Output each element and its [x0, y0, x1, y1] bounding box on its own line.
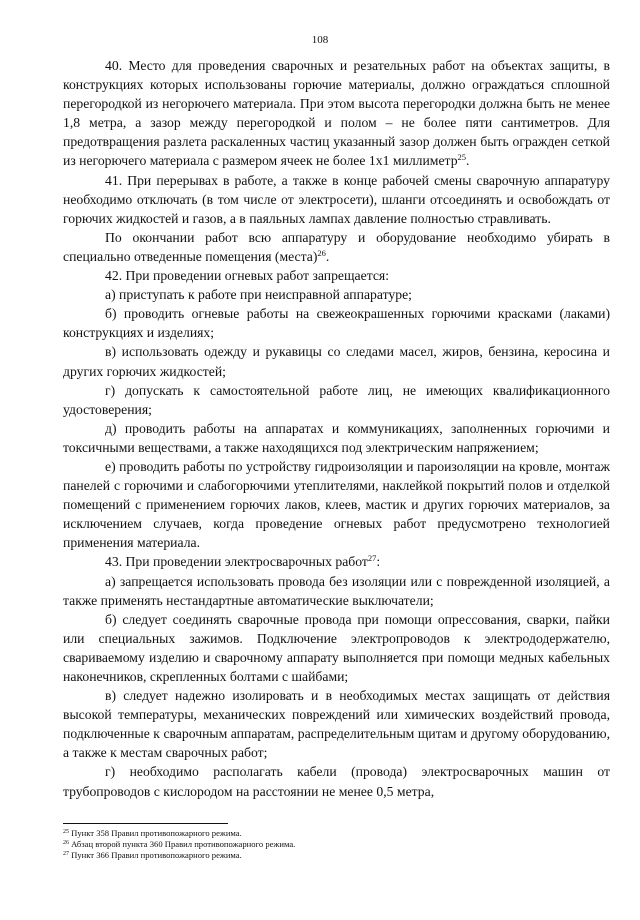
list-item-42e: е) проводить работы по устройству гидроизоляции и пароизоляции на кровле, монтаж панелей с горючими и слабогорючими утеплителями, наклейкой покрытий полов и отделкой помещений с применением горючих лаков, клеев, мастик и других горючих материалов, за исключением случаев, когда проведение огневых работ предусмотрено технологией применения материала.	[63, 458, 610, 551]
paragraph-text: 43. При проведении электросварочных работ	[105, 554, 368, 570]
paragraph-tail: .	[466, 153, 470, 169]
paragraph-41-cont	[63, 228, 610, 266]
footnote-text: Пункт 358 Правил противопожарного режима.	[69, 828, 242, 838]
footnote-item	[63, 839, 610, 850]
list-item-42v: в) использовать одежду и рукавицы со следами масел, жиров, бензина, керосина и других горючих жидкостей;	[63, 344, 610, 379]
footnotes	[63, 828, 610, 861]
list-item-42g: г) допускать к самостоятельной работе лиц, не имеющих квалификационного удостоверения;	[63, 382, 610, 417]
list-item-43b: б) следует соединять сварочные провода при помощи опрессования, сварки, пайки или специальных зажимов. Подключение электропроводов к электрододержателю, свариваемому изделию и сварочному аппарату выполняется при помощи медных кабельных наконечников, скрепленных болтами с шайбами;	[63, 611, 610, 684]
footnote-text: Абзац второй пункта 360 Правил противопожарного режима.	[69, 839, 296, 849]
paragraph-text: 40. Место для проведения сварочных и резательных работ на объектах защиты, в конструкциях которых использованы горючие материалы, должно ограждаться сплошной перегородкой из негорючего материала. При этом высота перегородки должна быть не менее 1,8 метра, а зазор между перегородкой и полом – не более пяти сантиметров. Для предотвращения разлета раскаленных частиц указанный зазор должен быть огражден сеткой из негорючего материала с размером ячеек не более 1x1 миллиметр	[63, 58, 610, 169]
footnote-number: 25	[63, 829, 69, 835]
paragraph-41: 41. При перерывах в работе, а также в конце рабочей смены сварочную аппаратуру необходимо отключать (в том числе от электросети), шланги отсоединять и освобождать от горючих жидкостей и газов, а в паяльных лампах давление полностью стравливать.	[63, 172, 610, 226]
paragraph-tail: :	[376, 554, 381, 570]
footnote-divider	[63, 823, 228, 824]
paragraph-43	[63, 552, 610, 571]
paragraph-42: 42. При проведении огневых работ запрещается:	[105, 268, 390, 284]
footnote-ref[interactable]: 27	[367, 553, 377, 564]
list-item-43g: г) необходимо располагать кабели (провода) электросварочных машин от трубопроводов с кислородом на расстоянии не менее 0,5 метра,	[63, 764, 610, 799]
footnote-text: Пункт 366 Правил противопожарного режима.	[69, 850, 242, 860]
page-body	[63, 56, 610, 801]
list-item-43a: а) запрещается использовать провода без изоляции или с поврежденной изоляцией, а также применять нестандартные автоматические выключатели;	[63, 573, 610, 608]
list-item-42b: б) проводить огневые работы на свежеокрашенных горючими красками (лаками) конструкциях и изделиях;	[63, 306, 610, 341]
paragraph-tail: .	[325, 248, 330, 264]
paragraph-40	[63, 56, 610, 171]
list-item-42d: д) проводить работы на аппаратах и коммуникациях, заполненных горючими и токсичными веществами, а также находящихся под электрическим напряжением;	[63, 420, 610, 455]
list-item-43v: в) следует надежно изолировать и в необходимых местах защищать от действия высокой температуры, механических повреждений или химических воздействий провода, подключенные к сварочным аппаратам, распределительным щитам и другому оборудованию, а также к местам сварочных работ;	[63, 688, 610, 761]
footnote-ref[interactable]: 26	[317, 247, 326, 258]
paragraph-text: По окончании работ всю аппаратуру и оборудование необходимо убирать в специально отведенные помещения (места)	[63, 229, 610, 264]
footnote-item	[63, 850, 610, 861]
footnote-item	[63, 828, 610, 839]
list-item-42a: а) приступать к работе при неисправной аппаратуре;	[105, 287, 412, 303]
footnote-ref[interactable]: 25	[457, 152, 467, 163]
page-number: 108	[311, 34, 329, 46]
footnote-number: 27	[63, 851, 69, 857]
footnote-number: 26	[63, 840, 69, 846]
